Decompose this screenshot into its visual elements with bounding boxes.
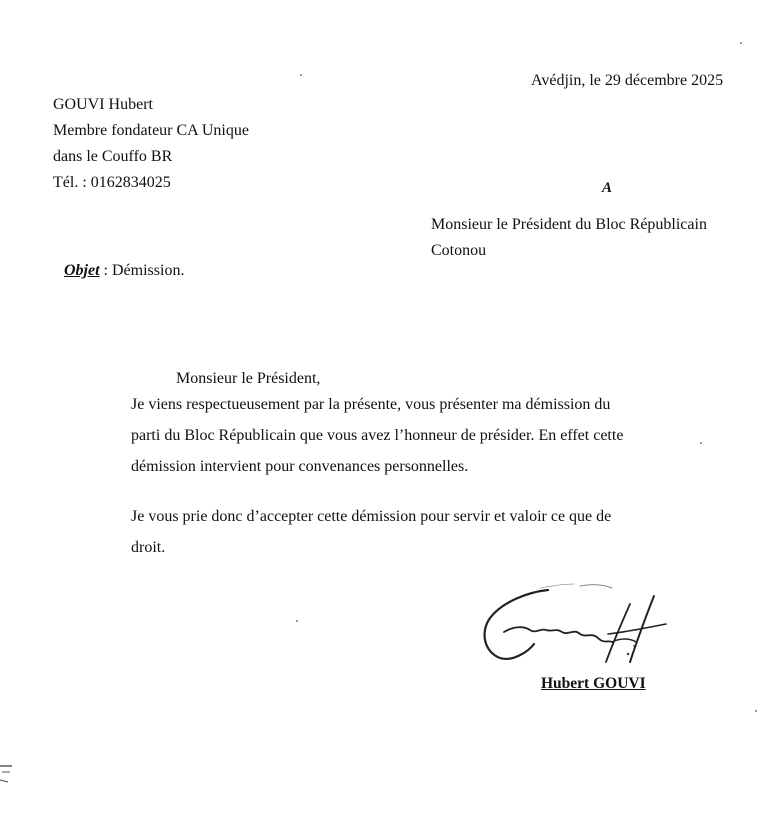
object-label: Objet bbox=[64, 262, 100, 279]
body-paragraph-2 bbox=[131, 508, 611, 570]
scan-speck bbox=[300, 74, 302, 76]
sender-location: dans le Couffo BR bbox=[53, 148, 173, 165]
sender-phone: Tél. : 0162834025 bbox=[53, 174, 171, 191]
recipient-city: Cotonou bbox=[431, 242, 487, 259]
object-text: Démission. bbox=[112, 262, 185, 279]
sender-address-block bbox=[53, 96, 249, 200]
place-date: Avédjin, le 29 décembre 2025 bbox=[531, 72, 724, 89]
sender-name: GOUVI Hubert bbox=[53, 96, 153, 113]
scan-edge-mark bbox=[0, 760, 14, 790]
scan-speck bbox=[700, 442, 702, 444]
salutation: Monsieur le Président, bbox=[176, 370, 321, 387]
object-line bbox=[64, 258, 184, 284]
paragraph-line: démission intervient pour convenances personnelles. bbox=[131, 458, 469, 475]
paragraph-line: droit. bbox=[131, 539, 166, 556]
sender-title: Membre fondateur CA Unique bbox=[53, 122, 249, 139]
recipient-a-mark: A bbox=[602, 180, 613, 196]
object-separator: : bbox=[99, 262, 112, 279]
signer-name: Hubert GOUVI bbox=[541, 675, 646, 692]
body-paragraph-1 bbox=[131, 396, 623, 489]
recipient-address-block bbox=[431, 216, 707, 268]
scan-speck bbox=[296, 620, 298, 622]
paragraph-line: Je vous prie donc d’accepter cette démission pour servir et valoir ce que de bbox=[131, 508, 612, 525]
recipient-title: Monsieur le Président du Bloc Républicain bbox=[431, 216, 707, 233]
handwritten-signature bbox=[480, 582, 680, 672]
scan-speck bbox=[755, 710, 757, 712]
paragraph-line: parti du Bloc Républicain que vous avez l’honneur de présider. En effet cette bbox=[131, 427, 624, 444]
scan-speck bbox=[740, 42, 742, 44]
paragraph-line: Je viens respectueusement par la présente, vous présenter ma démission du bbox=[131, 396, 611, 413]
